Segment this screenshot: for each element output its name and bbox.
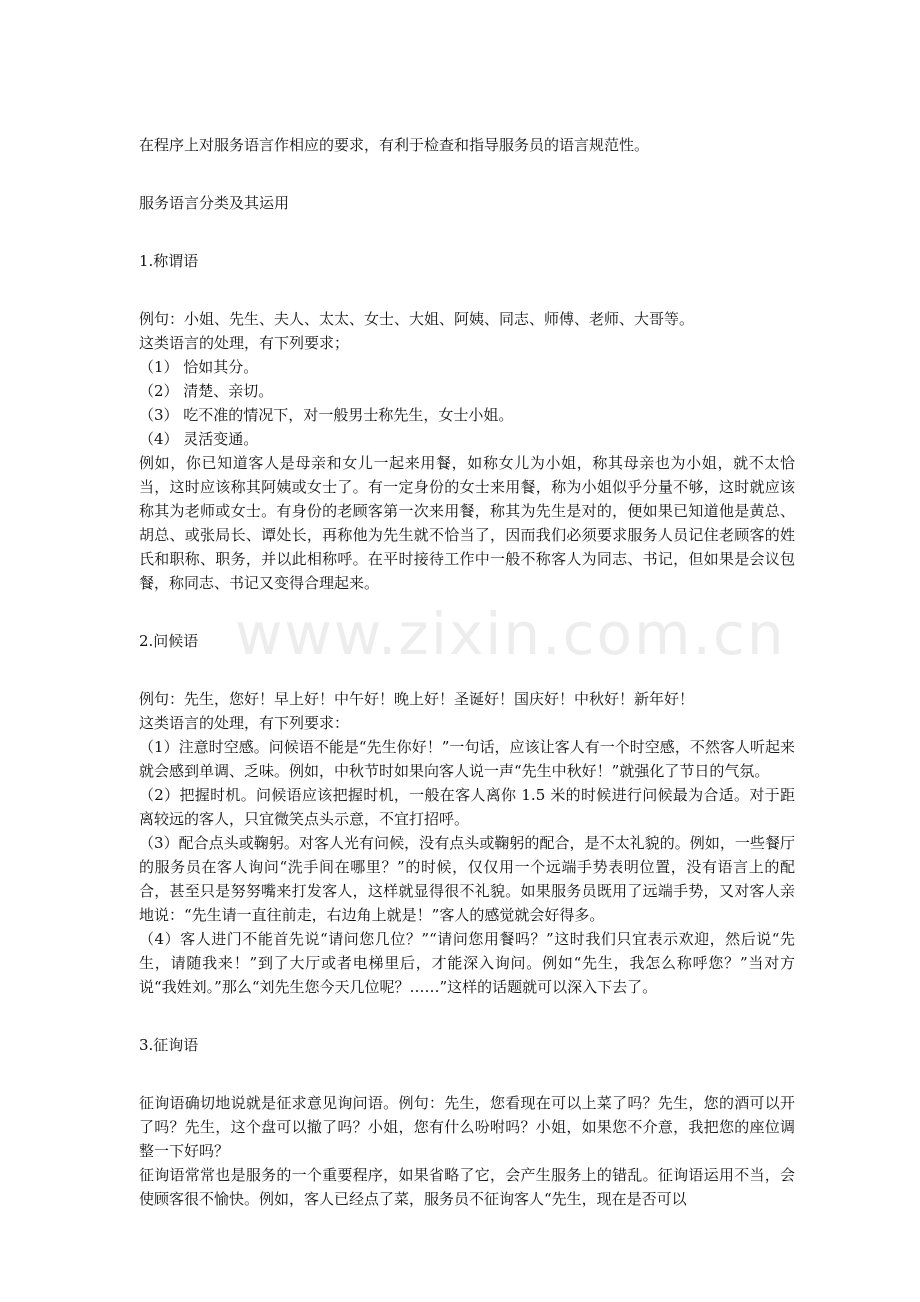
address-terms-item: （1） 恰如其分。 — [139, 358, 259, 376]
heading-greetings: 2.问候语 — [139, 632, 199, 650]
address-terms-example: 例句：小姐、先生、夫人、太太、女士、大姐、阿姨、同志、师傅、老师、大哥等。 — [139, 310, 695, 328]
greetings-paragraph-3: （3）配合点头或鞠躬。对客人光有问候，没有点头或鞠躬的配合，是不太礼貌的。例如，一些餐厅的服务员在客人询问“洗手间在哪里？”的时候，仅仅用一个远端手势表明位置，没有语言上的配合，甚至只是努努嘴来打发客人，这样就显得很不礼貌。如果服务员既用了远端手势，又对客人亲地说：“先生请一直往前走，右边角上就是！”客人的感觉就会好得多。 — [139, 834, 795, 924]
intro-paragraph: 在程序上对服务语言作相应的要求，有利于检查和指导服务员的语言规范性。 — [139, 136, 650, 154]
address-terms-item: （2） 清楚、亲切。 — [139, 382, 274, 400]
heading-inquiry: 3.征询语 — [139, 1036, 199, 1054]
address-terms-requirements-intro: 这类语言的处理，有下列要求； — [139, 334, 350, 352]
document-body — [139, 133, 795, 1211]
heading-address-terms: 1.称谓语 — [139, 252, 199, 270]
inquiry-paragraph-2: 征询语常常也是服务的一个重要程序，如果省略了它，会产生服务上的错乱。征询语运用不当，会使顾客很不愉快。例如，客人已经点了菜，服务员不征询客人“先生，现在是否可以 — [139, 1166, 795, 1208]
greetings-paragraph-1: （1）注意时空感。问候语不能是“先生你好！”一句话，应该让客人有一个时空感，不然客人听起来就会感到单调、乏味。例如，中秋节时如果向客人说一声“先生中秋好！”就强化了节日的气氛。 — [139, 738, 795, 780]
greetings-example: 例句：先生，您好！早上好！中午好！晚上好！圣诞好！国庆好！中秋好！新年好！ — [139, 690, 695, 708]
address-terms-item: （3） 吃不准的情况下，对一般男士称先生，女士小姐。 — [139, 406, 514, 424]
watermark: www.zixin.com.cn — [235, 600, 786, 668]
greetings-paragraph-2: （2）把握时机。问候语应该把握时机，一般在客人离你 1.5 米的时候进行问候最为合适。对于距离较远的客人，只宜微笑点头示意，不宜打招呼。 — [139, 786, 795, 828]
greetings-paragraph-4: （4）客人进门不能首先说“请问您几位？”“请问您用餐吗？”这时我们只宜表示欢迎，然后说“先生，请随我来！”到了大厅或者电梯里后，才能深入询问。例如“先生，我怎么称呼您？”当对方说“我姓刘。”那么“刘先生您今天几位呢？……”这样的话题就可以深入下去了。 — [139, 930, 795, 996]
address-terms-paragraph: 例如，你已知道客人是母亲和女儿一起来用餐，如称女儿为小姐，称其母亲也为小姐，就不太恰当，这时应该称其阿姨或女士了。有一定身份的女士来用餐，称为小姐似乎分量不够，这时就应该称其为老师或女士。有身份的老顾客第一次来用餐，称其为先生是对的，便如果已知道他是黄总、胡总、或张局长、谭处长，再称他为先生就不恰当了，因而我们必须要求服务人员记住老顾客的姓氏和职称、职务，并以此相称呼。在平时接待工作中一般不称客人为同志、书记，但如果是会议包餐，称同志、书记又变得合理起来。 — [139, 454, 795, 592]
address-terms-item: （4） 灵活变通。 — [139, 430, 259, 448]
inquiry-paragraph-1: 征询语确切地说就是征求意见询问语。例句：先生，您看现在可以上菜了吗？先生，您的酒可以开了吗？先生，这个盘可以撤了吗？小姐，您有什么吩咐吗？小姐，如果您不介意，我把您的座位调整一下好吗？ — [139, 1094, 795, 1160]
greetings-requirements-intro: 这类语言的处理，有下列要求： — [139, 714, 350, 732]
section-title: 服务语言分类及其运用 — [139, 194, 290, 212]
